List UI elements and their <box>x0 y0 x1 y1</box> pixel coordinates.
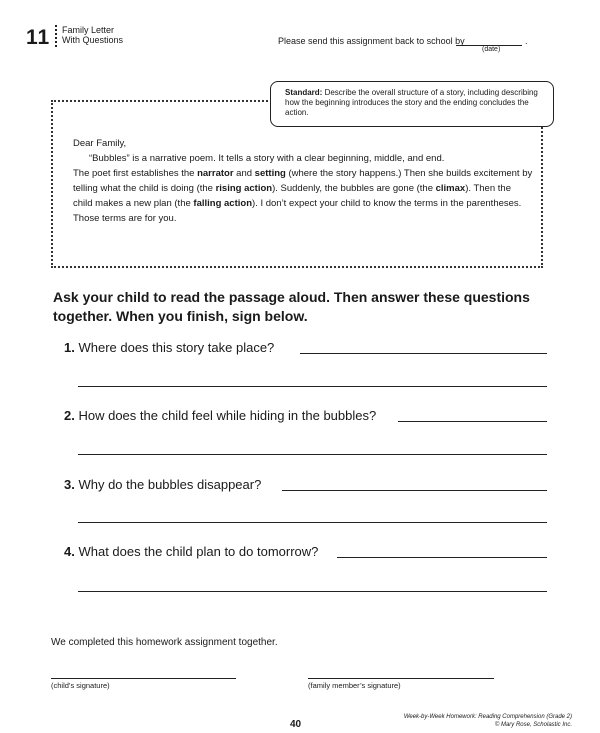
credit-copyright: © Mary Rose, Scholastic Inc. <box>494 722 572 728</box>
page-number: 40 <box>290 719 302 730</box>
child-signature-line[interactable] <box>51 678 236 679</box>
answer-line-3b[interactable] <box>78 522 547 523</box>
standard-text: Describe the overall structure of a story, including describing how the beginning introduces the story and the ending concludes the action. <box>285 88 538 117</box>
standard-label: Standard: <box>285 88 323 97</box>
family-signature-label: (family member’s signature) <box>308 681 401 690</box>
instructions-heading: Ask your child to read the passage aloud. Then answer these questions together. When you finish, sign below. <box>53 289 530 324</box>
letter-sentence-1: “Bubbles” is a narrative poem. It tells a story with a clear beginning, middle, and end. <box>89 153 445 164</box>
question-number: 2. <box>64 408 75 423</box>
term-rising-action: rising action <box>215 183 273 194</box>
question-number: 4. <box>64 544 75 559</box>
term-climax: climax <box>435 183 466 194</box>
week-number: 11 <box>26 26 51 49</box>
question-number: 3. <box>64 477 75 492</box>
term-falling-action: falling action <box>193 198 252 209</box>
answer-line-2b[interactable] <box>78 454 547 455</box>
answer-line-4a[interactable] <box>337 557 547 558</box>
answer-line-4b[interactable] <box>78 591 547 592</box>
question-text: Why do the bubbles disappear? <box>78 477 262 492</box>
answer-line-1b[interactable] <box>78 386 547 387</box>
answer-line-1a[interactable] <box>300 353 547 354</box>
question-text: How does the child feel while hiding in the bubbles? <box>78 408 377 423</box>
family-signature-line[interactable] <box>308 678 494 679</box>
completion-statement: We completed this homework assignment together. <box>51 637 278 648</box>
credit-line <box>384 713 572 729</box>
question-number: 1. <box>64 340 75 355</box>
question-3 <box>64 477 261 492</box>
letter-greeting: Dear Family, <box>73 138 127 149</box>
credit-title: Week-by-Week Homework: Reading Comprehension (Grade 2) <box>403 714 572 720</box>
answer-line-3a[interactable] <box>282 490 547 491</box>
letter-paragraph: The poet first establishes the narrator and setting (where the story happens.) Then she builds excitement by telling what the child is doing (the rising action). Suddenly, the bubbles are gone (the climax). Then the child makes a new plan (the falling action). I don’t expect your child to know the terms in the parentheses. Those terms are for you. <box>73 168 533 224</box>
term-narrator: narrator <box>197 168 234 179</box>
letter-title <box>62 25 123 45</box>
question-text: What does the child plan to do tomorrow? <box>78 544 319 559</box>
send-back-instruction: Please send this assignment back to school by <box>278 36 465 46</box>
header-divider <box>55 25 57 47</box>
question-text: Where does this story take place? <box>78 340 275 355</box>
answer-line-2a[interactable] <box>398 421 547 422</box>
term-setting: setting <box>254 168 286 179</box>
question-2 <box>64 408 376 423</box>
child-signature-label: (child’s signature) <box>51 681 110 690</box>
family-letter <box>73 136 533 226</box>
question-1 <box>64 340 274 355</box>
letter-title-line2: With Questions <box>62 35 124 45</box>
standard-callout <box>270 81 554 127</box>
date-period: . <box>525 36 528 46</box>
date-caption: (date) <box>482 46 501 53</box>
question-4 <box>64 544 318 559</box>
letter-title-line1: Family Letter <box>62 25 115 35</box>
